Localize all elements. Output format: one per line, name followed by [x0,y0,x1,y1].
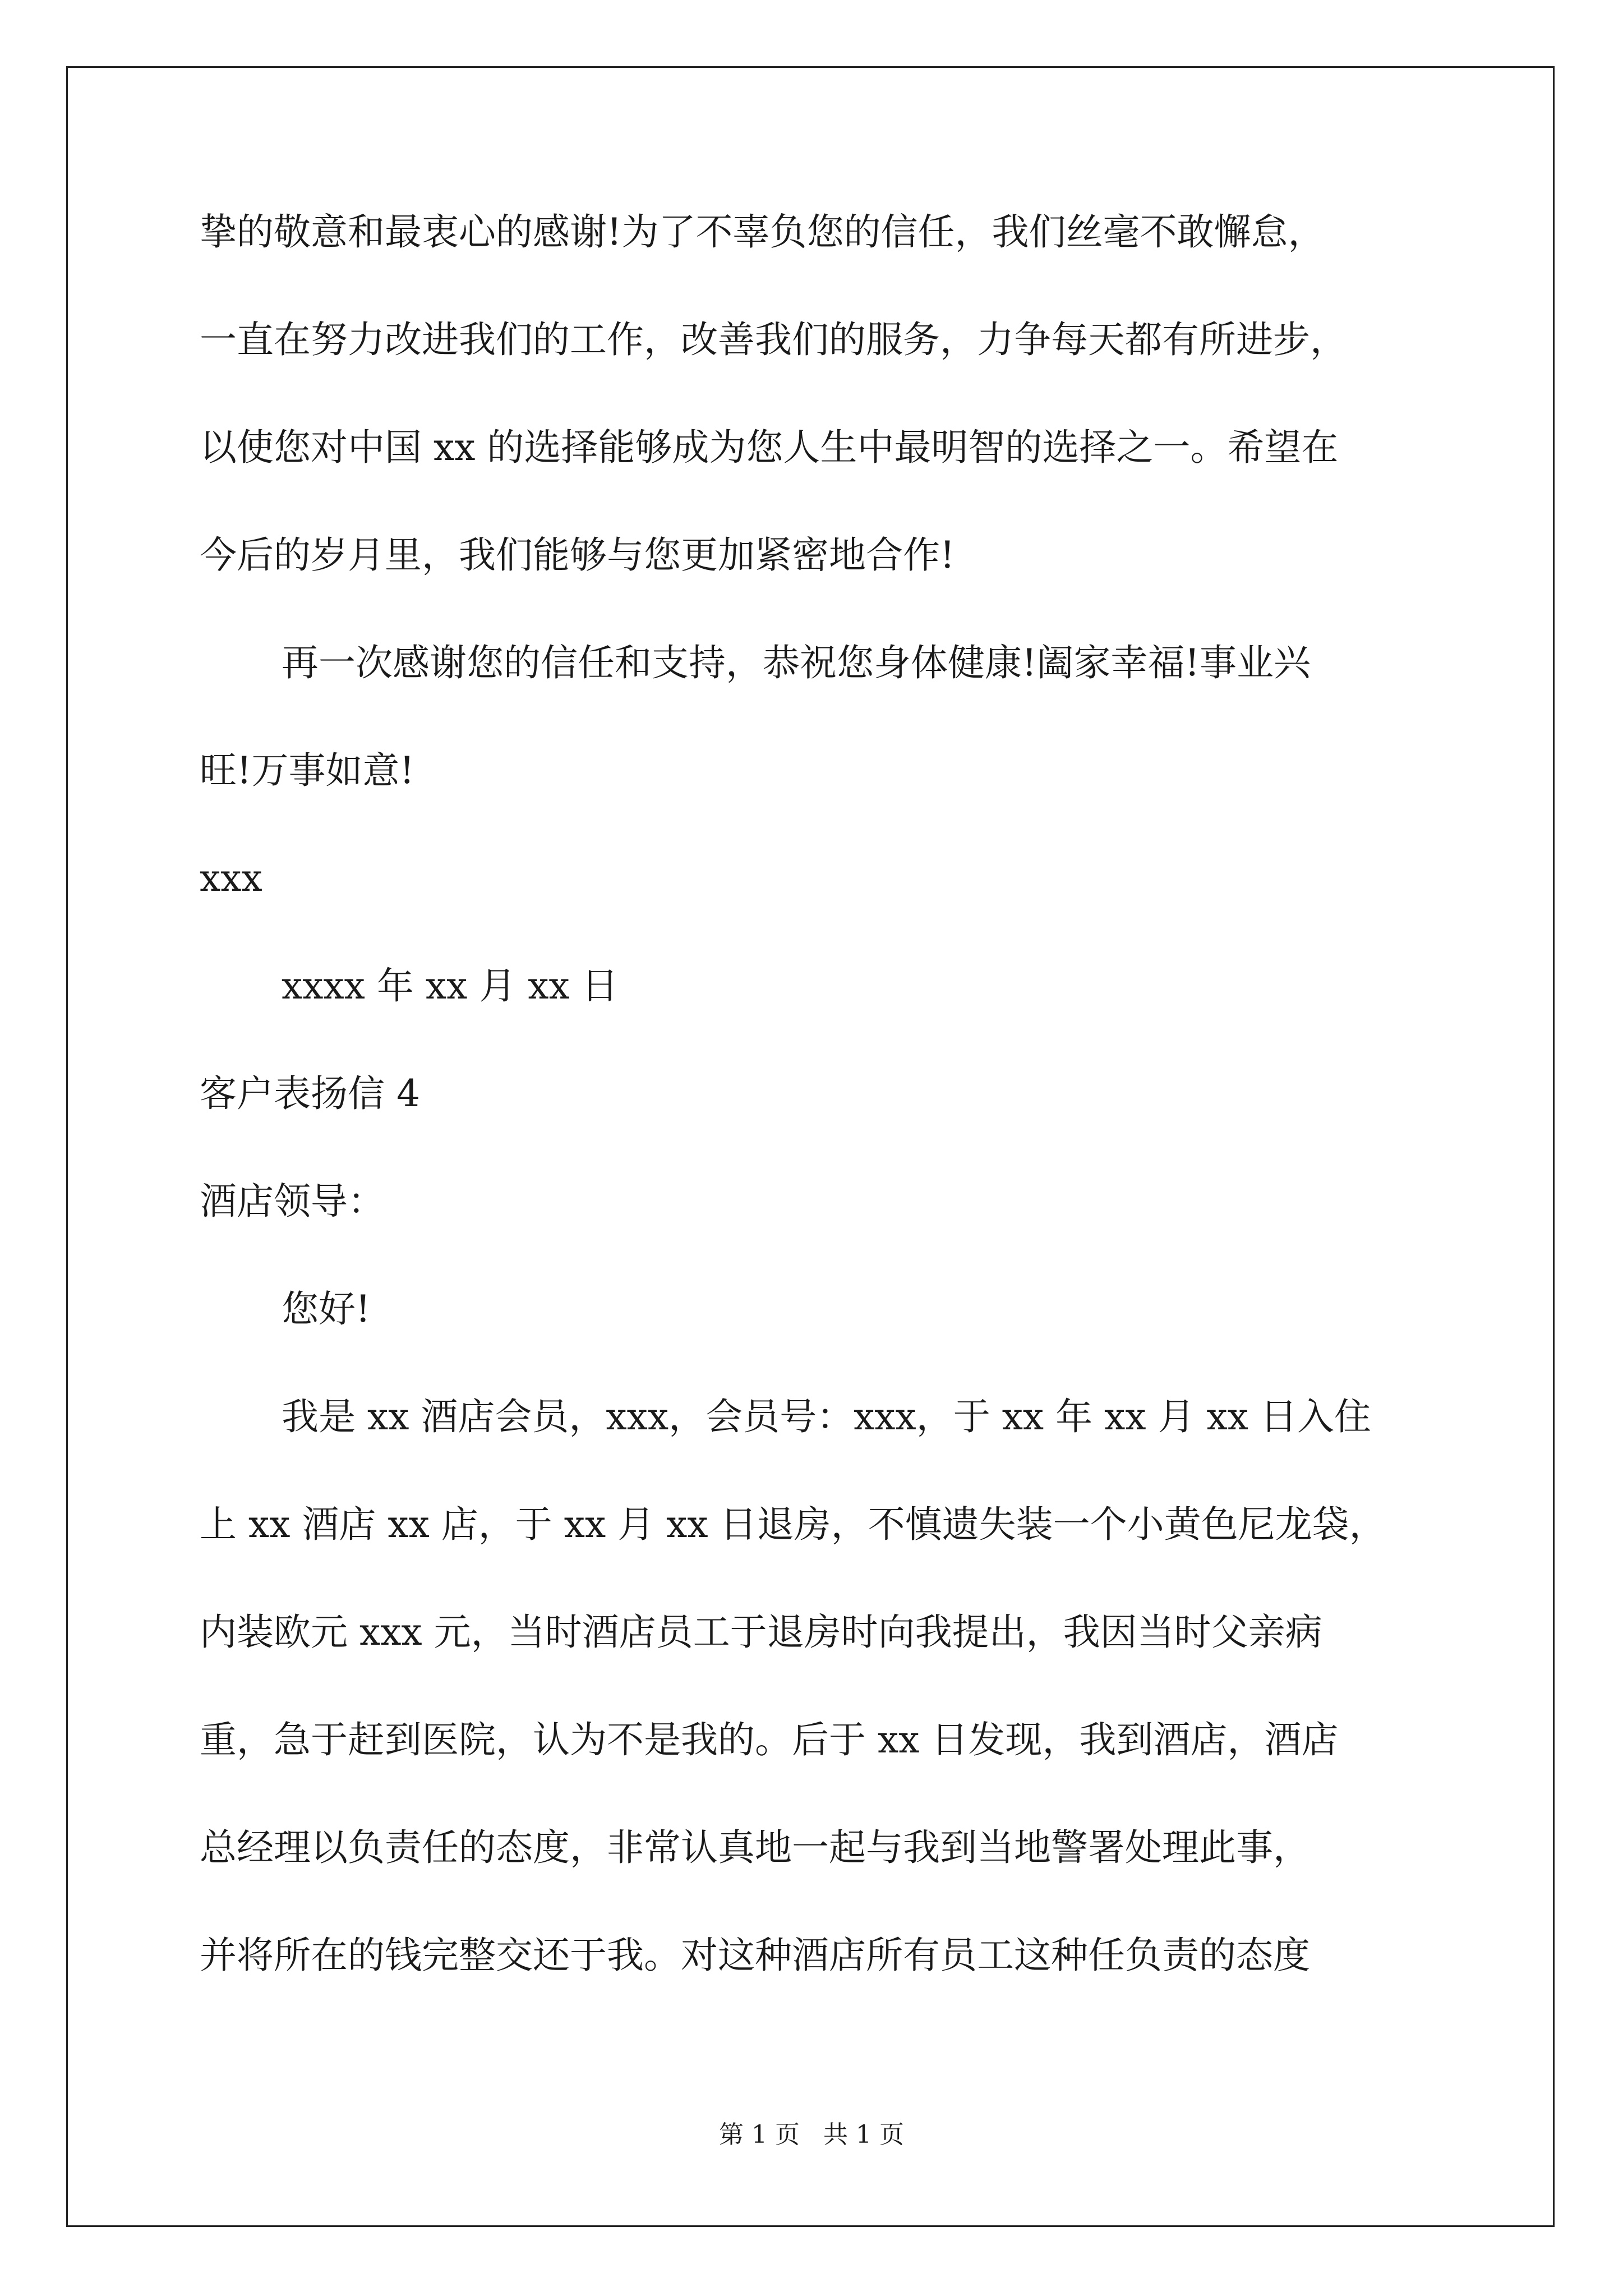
body-line-16: 总经理以负责任的态度，非常认真地一起与我到当地警署处理此事， [200,1826,1310,1869]
page-footer: 第 1 页 共 1 页 [719,2120,904,2149]
page-border [66,66,1555,2227]
body-line-14: 内装欧元 xxx 元，当时酒店员工于退房时向我提出，我因当时父亲病 [200,1611,1322,1654]
body-line-15: 重，急于赶到医院，认为不是我的。后于 xx 日发现，我到酒店，酒店 [200,1718,1339,1761]
body-line-4: 今后的岁月里，我们能够与您更加紧密地合作! [200,533,955,577]
greeting: 您好! [282,1287,371,1331]
body-line-5: 再一次感谢您的信任和支持，恭祝您身体健康!阖家幸福!事业兴 [282,641,1311,684]
body-line-6: 旺!万事如意! [200,749,415,792]
body-line-17: 并将所在的钱完整交还于我。对这种酒店所有员工这种任负责的态度 [200,1934,1310,1977]
body-line-2: 一直在努力改进我们的工作，改善我们的服务，力争每天都有所进步， [200,318,1347,361]
body-line-1: 挚的敬意和最衷心的感谢!为了不辜负您的信任，我们丝毫不敢懈怠， [200,210,1325,254]
body-line-13: 上 xx 酒店 xx 店，于 xx 月 xx 日退房，不慎遗失装一个小黄色尼龙袋， [200,1503,1386,1546]
section-heading: 客户表扬信 4 [200,1072,420,1115]
salutation: 酒店领导： [200,1180,385,1223]
signature-date: xxxx 年 xx 月 xx 日 [282,964,619,1007]
body-line-3: 以使您对中国 xx 的选择能够成为您人生中最明智的选择之一。希望在 [200,426,1339,469]
body-line-12: 我是 xx 酒店会员，xxx，会员号：xxx，于 xx 年 xx 月 xx 日入住 [282,1395,1371,1438]
signature-name: xxx [200,857,262,900]
